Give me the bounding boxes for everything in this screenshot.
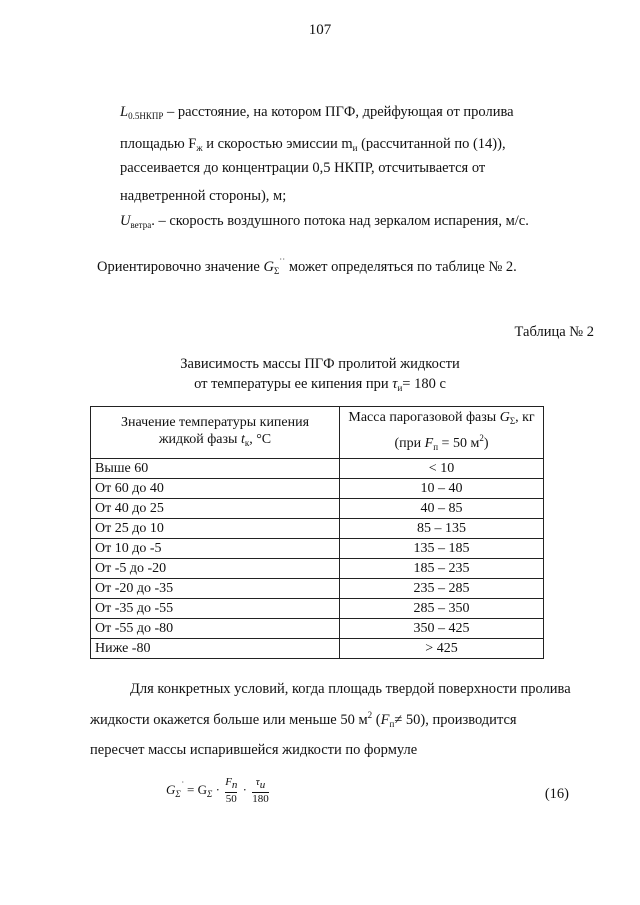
table-row bbox=[91, 639, 544, 659]
temperature-range: От 25 до 10 bbox=[91, 519, 340, 539]
temperature-range: От -35 до -55 bbox=[91, 599, 340, 619]
paragraph-line3: пересчет массы испарившейся жидкости по формуле bbox=[90, 742, 418, 758]
temperature-range: Ниже -80 bbox=[91, 639, 340, 659]
formula-16: $G_\Sigma^˙ = G_\Sigma$ · $\frac{Fп}{50}$ · $\frac{\tau и}{180}$ bbox=[166, 776, 269, 805]
mass-table bbox=[90, 406, 544, 659]
table-row bbox=[91, 459, 544, 479]
definition-continuation: площадью $F_ж$ и скоростью эмиссии $m_и$ (рассчитанной по (14)), bbox=[120, 136, 506, 153]
definition-u-wind: $U_{ветра}$. – скорость воздушного потока над зеркалом испарения, м/с. bbox=[120, 213, 529, 230]
definition-line4: надветренной стороны), м; bbox=[120, 188, 287, 204]
table-row bbox=[91, 599, 544, 619]
paragraph-line1: Для конкретных условий, когда площадь твердой поверхности пролива bbox=[130, 681, 571, 697]
definition-line3: рассеивается до концентрации 0,5 НКПР, отсчитывается от bbox=[120, 160, 486, 176]
header-vapor-mass: Масса парогазовой фазы $G_\Sigma$, кг (при $F_п = 50$ $м^2$) bbox=[340, 407, 544, 459]
vapor-mass: < 10 bbox=[340, 459, 544, 479]
table-row bbox=[91, 539, 544, 559]
subscript-nkpr: 0.5НКПР bbox=[128, 111, 164, 121]
table-row bbox=[91, 479, 544, 499]
table-caption-line1: Зависимость массы ПГФ пролитой жидкости bbox=[180, 356, 460, 372]
symbol-u: U bbox=[120, 213, 131, 229]
vapor-mass: 285 – 350 bbox=[340, 599, 544, 619]
definition-l05 bbox=[120, 104, 514, 121]
vapor-mass: 235 – 285 bbox=[340, 579, 544, 599]
subscript-wind: ветра bbox=[130, 220, 152, 230]
table-row bbox=[91, 559, 544, 579]
paragraph-line2: жидкости окажется больше или меньше 50 $м^2$ $(F_п\ne 50)$, производится bbox=[90, 710, 517, 729]
header-boiling-temperature: Значение температуры кипения жидкой фазы $t_к$, °С bbox=[91, 407, 340, 459]
vapor-mass: 85 – 135 bbox=[340, 519, 544, 539]
reference-note: Ориентировочно значение $G_\Sigma^{˙˙}$ может определяться по таблице № 2. bbox=[97, 257, 517, 276]
fraction-time: $\frac{\tau и}{180}$ bbox=[252, 776, 269, 805]
vapor-mass: 10 – 40 bbox=[340, 479, 544, 499]
temperature-range: От 10 до -5 bbox=[91, 539, 340, 559]
temperature-range: От -20 до -35 bbox=[91, 579, 340, 599]
fraction-area: $\frac{Fп}{50}$ bbox=[225, 776, 238, 805]
temperature-range: От 60 до 40 bbox=[91, 479, 340, 499]
equation-number: (16) bbox=[544, 786, 569, 802]
temperature-range: Выше 60 bbox=[91, 459, 340, 479]
temperature-range: От -5 до -20 bbox=[91, 559, 340, 579]
table-caption-line2: от температуры ее кипения при $\tau_и= 180$ с bbox=[194, 376, 446, 393]
vapor-mass: > 425 bbox=[340, 639, 544, 659]
vapor-mass: 185 – 235 bbox=[340, 559, 544, 579]
table-row bbox=[91, 579, 544, 599]
recalculation-paragraph bbox=[90, 676, 571, 763]
table-number: Таблица № 2 bbox=[514, 324, 594, 340]
temperature-range: От 40 до 25 bbox=[91, 499, 340, 519]
vapor-mass: 135 – 185 bbox=[340, 539, 544, 559]
table-row bbox=[91, 519, 544, 539]
table-header-row bbox=[91, 407, 544, 459]
symbol-l: L bbox=[120, 104, 129, 120]
temperature-range: От -55 до -80 bbox=[91, 619, 340, 639]
vapor-mass: 40 – 85 bbox=[340, 499, 544, 519]
definition-text: – расстояние, на котором ПГФ, дрейфующая от пролива bbox=[163, 104, 514, 120]
table-row bbox=[91, 499, 544, 519]
page-number: 107 bbox=[308, 22, 332, 38]
vapor-mass: 350 – 425 bbox=[340, 619, 544, 639]
table-row bbox=[91, 619, 544, 639]
